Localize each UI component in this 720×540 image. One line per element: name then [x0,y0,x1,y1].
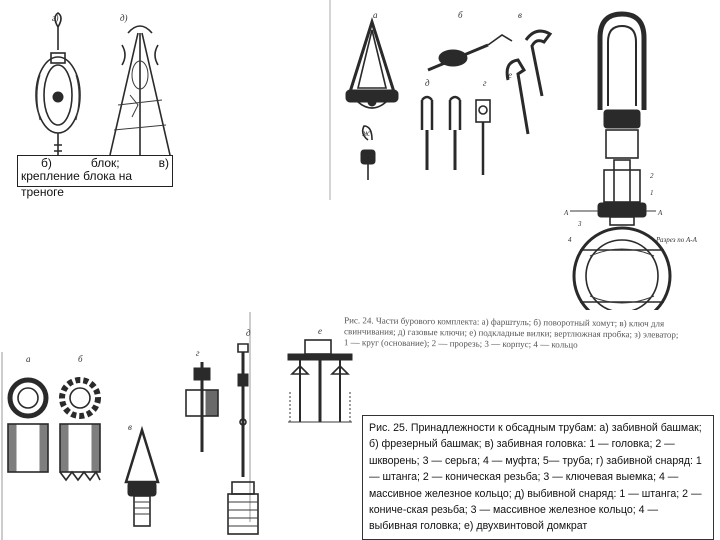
marker-a-left: А [564,209,569,217]
figure-24-caption: Рис. 24. Части бурового комплекта: а) фарштуль; б) поворотный хомут; в) ключ для свинчивания; д) газовые ключи; е) подкладные вилки; вертлюжная пробка; з) элеватор; 1 — круг (основание); 2 — прорезь; 3 — корпус; 4 — кольцо [343,315,679,350]
elevator-num-4: 4 [568,236,572,244]
tools-label-zh: ж [362,128,371,138]
rod-label-g: г [196,348,200,358]
caption-block-line2: крепление блока на [21,169,133,183]
tools-label-d: д [425,78,430,88]
pulley-figure [10,5,180,165]
head-label-v: в [128,422,132,432]
marker-a-right: А [658,209,663,217]
elevator-num-2: 2 [650,172,654,180]
pulley-label-g: г) [52,13,59,23]
elevator-num-1: 1 [650,189,654,197]
elevator-figure [560,10,720,310]
section-label: Разрез по А-А [656,236,697,244]
rod-label-d: д [246,328,251,338]
caption-block-blok: блок; [90,156,120,170]
jack-label-e: е [318,326,322,336]
caption-block-b: б) [41,156,52,170]
caption-block-line3: треноге [21,185,64,199]
casing-figure [0,312,362,540]
tools-label-a: а [373,10,378,20]
pulley-label-d: д) [120,13,128,23]
elevator-num-3: 3 [578,220,582,228]
caption-block [17,155,173,199]
caption-block-v: в) [158,156,169,170]
tools-label-v: в [518,10,522,20]
tools-label-b: б [458,10,463,20]
shoe-label-a: а [26,354,31,364]
shoe-label-b: б [78,354,83,364]
tools-figure [328,0,598,210]
tools-label-g: г [483,78,487,88]
tools-label-e: е [508,70,512,80]
figure-25-caption: Рис. 25. Принадлежности к обсадным трубам: а) забивной башмак; б) фрезерный башмак; в) забивная головка: 1 — головка; 2 — шкворень; 3 — серьга; 4 — муфта; 5— труба; г) забивной снаряд: 1— штанга; 2 — коническая резьба; 3 — ключевая выемка; 4 — массивное железное кольцо; д) выбивной снаряд: 1 — штанга; 2 — кониче-ская резьба; 3 — массивное железное кольцо; 4 — выбивная головка; е) двухвинтовой домкрат [362,415,714,540]
